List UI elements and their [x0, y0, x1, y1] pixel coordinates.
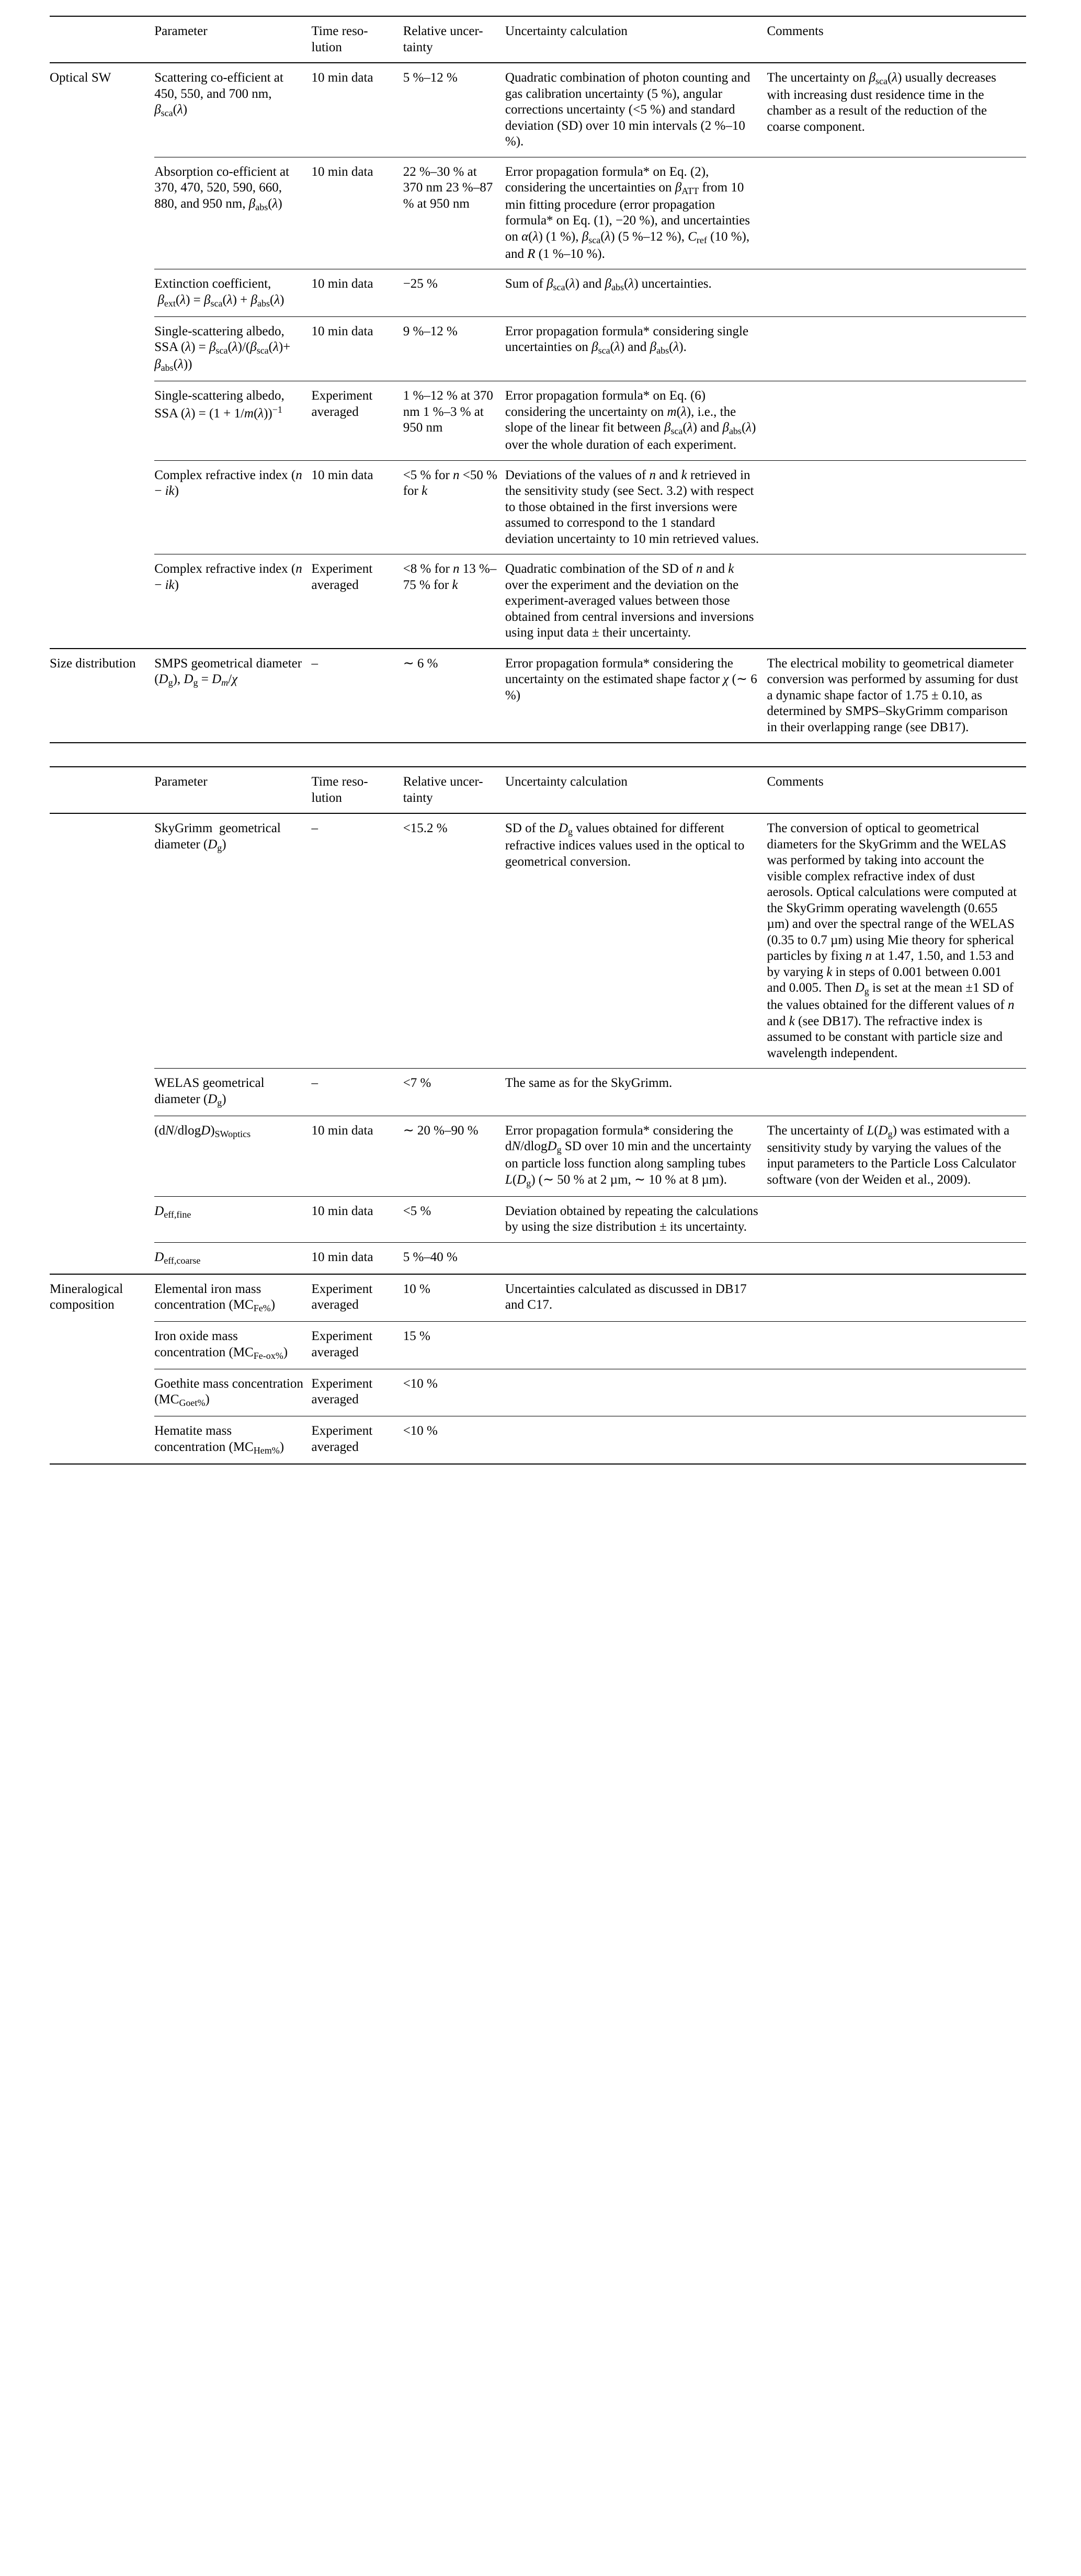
uncertainty-table-part1 — [50, 16, 1026, 743]
row-group-label — [50, 554, 154, 649]
cell-time-resolution: Experiment averaged — [312, 381, 403, 460]
cell-relative-uncertainty: <10 % — [403, 1369, 505, 1416]
cell-time-resolution: 10 min data — [312, 157, 403, 269]
header-time-resolution: Time reso- lution — [312, 16, 403, 63]
cell-parameter: Elemental iron mass concentration $(MC_{Fe\%})$ — [154, 1274, 311, 1322]
cell-comments: The uncertainty on $\beta_{sca}(\lambda)$ usually decreases with increasing dust residence time in the chamber as a result of the reduction of the coarse component. — [767, 63, 1026, 157]
cell-relative-uncertainty: 15 % — [403, 1322, 505, 1369]
cell-time-resolution: Experiment averaged — [312, 1369, 403, 1416]
cell-comments — [767, 157, 1026, 269]
cell-comments — [767, 460, 1026, 554]
cell-comments — [767, 1416, 1026, 1463]
cell-comments — [767, 316, 1026, 381]
cell-parameter: Single-scattering albedo, SSA $(\lambda) = \beta_{sca}(\lambda)/(\beta_{sca}(\lambda)+ \beta_{abs}(\lambda))$ — [154, 316, 311, 381]
table-row — [50, 1069, 1026, 1116]
header-parameter-2: Parameter — [154, 767, 311, 813]
header-comments-2: Comments — [767, 767, 1026, 813]
cell-time-resolution: 10 min data — [312, 269, 403, 316]
cell-uncertainty-calculation: Deviations of the values of n and k retrieved in the sensitivity study (see Sect. 3.2) with respect to those obtained in the first inversions were assumed to correspond to the 1 standard deviation uncertainty to 10 min retrieved values. — [505, 460, 767, 554]
table-row — [50, 1274, 1026, 1322]
cell-parameter: Iron oxide mass concentration $(MC_{Fe-ox\%})$ — [154, 1322, 311, 1369]
cell-relative-uncertainty: ∼ 6 % — [403, 649, 505, 743]
row-group-label — [50, 1369, 154, 1416]
table-header-row-2 — [50, 767, 1026, 813]
table-bottom-rule — [50, 1463, 1026, 1464]
cell-time-resolution: Experiment averaged — [312, 1274, 403, 1322]
cell-time-resolution: 10 min data — [312, 1242, 403, 1274]
cell-uncertainty-calculation — [505, 1242, 767, 1274]
cell-comments: The uncertainty of $L(D_g)$ was estimated with a sensitivity study by varying the values of the input parameters to the Particle Loss Calculator software (von der Weiden et al., 2009). — [767, 1116, 1026, 1196]
cell-relative-uncertainty: 9 %–12 % — [403, 316, 505, 381]
row-group-label — [50, 813, 154, 1068]
cell-comments — [767, 1322, 1026, 1369]
cell-time-resolution: – — [312, 649, 403, 743]
table-row — [50, 1116, 1026, 1196]
cell-uncertainty-calculation: SD of the $D_g$ values obtained for different refractive indices values used in the optical to geometrical conversion. — [505, 813, 767, 1068]
table-row — [50, 63, 1026, 157]
row-group-label — [50, 316, 154, 381]
row-group-label — [50, 381, 154, 460]
cell-parameter: Complex refractive index (n − ik) — [154, 554, 311, 649]
cell-uncertainty-calculation: Quadratic combination of photon counting and gas calibration uncertainty (5 %), angular corrections uncertainty (<5 %) and standard deviation (SD) over 10 min intervals (2 %–10 %). — [505, 63, 767, 157]
cell-parameter: Complex refractive index (n − ik) — [154, 460, 311, 554]
cell-time-resolution: 10 min data — [312, 1196, 403, 1242]
table-row — [50, 1416, 1026, 1463]
cell-comments: The conversion of optical to geometrical diameters for the SkyGrimm and the WELAS was performed by taking into account the visible complex refractive index of dust aerosols. Optical calculations were computed at the SkyGrimm operating wavelength (0.655 µm) and over the spectral range of the WELAS (0.35 to 0.7 µm) using Mie theory for spherical particles by fixing n at 1.47, 1.50, and 1.53 and by varying k in steps of 0.001 between 0.001 and 0.005. Then $D_g$ is set at the mean ±1 SD of the values obtained for the different values of n and k (see DB17). The refractive index is assumed to be constant with particle size and wavelength independent. — [767, 813, 1026, 1068]
row-group-label — [50, 157, 154, 269]
cell-uncertainty-calculation: Error propagation formula* on Eq. (6) considering the uncertainty on m(λ), i.e., the slope of the linear fit between $\beta_{sca}(\lambda)$ and $\beta_{abs}(\lambda)$ over the whole duration of each experiment. — [505, 381, 767, 460]
cell-comments — [767, 1274, 1026, 1322]
cell-uncertainty-calculation: Quadratic combination of the SD of n and k over the experiment and the deviation on the experiment-averaged values between those obtained from central inversions and inversions using input data ± their uncertainty. — [505, 554, 767, 649]
header-comments: Comments — [767, 16, 1026, 63]
cell-uncertainty-calculation: Uncertainties calculated as discussed in DB17 and C17. — [505, 1274, 767, 1322]
cell-uncertainty-calculation: Error propagation formula* considering single uncertainties on $\beta_{sca}(\lambda)$ and $\beta_{abs}(\lambda)$. — [505, 316, 767, 381]
cell-time-resolution: 10 min data — [312, 63, 403, 157]
cell-parameter: SMPS geometrical diameter $(D_g)$, $D_g = D_m/\chi$ — [154, 649, 311, 743]
header-relative-uncertainty: Relative uncer- tainty — [403, 16, 505, 63]
cell-parameter: Hematite mass concentration $(MC_{Hem\%})$ — [154, 1416, 311, 1463]
header-relative-uncertainty-2: Relative uncer- tainty — [403, 767, 505, 813]
row-group-label — [50, 1069, 154, 1116]
cell-comments — [767, 269, 1026, 316]
table-row — [50, 554, 1026, 649]
header-time-resolution-2: Time reso- lution — [312, 767, 403, 813]
row-group-label — [50, 1416, 154, 1463]
cell-relative-uncertainty: −25 % — [403, 269, 505, 316]
cell-uncertainty-calculation — [505, 1369, 767, 1416]
cell-time-resolution: 10 min data — [312, 1116, 403, 1196]
table-row — [50, 1369, 1026, 1416]
cell-parameter: Single-scattering albedo, SSA $(\lambda) = (1 + 1/m(\lambda))^{-1}$ — [154, 381, 311, 460]
cell-relative-uncertainty: 5 %–40 % — [403, 1242, 505, 1274]
cell-uncertainty-calculation: Error propagation formula* on Eq. (2), considering the uncertainties on $\beta_{ATT}$ from 10 min fitting procedure (error propagation formula* on Eq. (1), −20 %), and uncertainties on α(λ) (1 %), $\beta_{sca}(\lambda)$ (5 %–12 %), $C_{ref}$ (10 %), and R (1 %–10 %). — [505, 157, 767, 269]
table-row — [50, 1242, 1026, 1274]
header-parameter: Parameter — [154, 16, 311, 63]
cell-parameter: $D_{eff,coarse}$ — [154, 1242, 311, 1274]
row-group-label — [50, 460, 154, 554]
row-group-label — [50, 269, 154, 316]
cell-relative-uncertainty: <5 % — [403, 1196, 505, 1242]
table-header-row — [50, 16, 1026, 63]
cell-time-resolution: – — [312, 813, 403, 1068]
cell-time-resolution: Experiment averaged — [312, 554, 403, 649]
table-row — [50, 813, 1026, 1068]
cell-uncertainty-calculation — [505, 1416, 767, 1463]
table-row — [50, 649, 1026, 743]
cell-parameter: Absorption co-efficient at 370, 470, 520, 590, 660, 880, and 950 nm, $\beta_{abs}(\lambda)$ — [154, 157, 311, 269]
row-group-label — [50, 1116, 154, 1196]
cell-relative-uncertainty: 22 %–30 % at 370 nm 23 %–87 % at 950 nm — [403, 157, 505, 269]
cell-relative-uncertainty: 1 %–12 % at 370 nm 1 %–3 % at 950 nm — [403, 381, 505, 460]
cell-time-resolution: 10 min data — [312, 316, 403, 381]
table-row — [50, 316, 1026, 381]
cell-relative-uncertainty: <8 % for n 13 %–75 % for k — [403, 554, 505, 649]
cell-uncertainty-calculation: The same as for the SkyGrimm. — [505, 1069, 767, 1116]
table-row — [50, 1322, 1026, 1369]
cell-parameter: WELAS geometrical diameter $(D_g)$ — [154, 1069, 311, 1116]
row-group-label: Optical SW — [50, 63, 154, 157]
cell-relative-uncertainty: 5 %–12 % — [403, 63, 505, 157]
cell-time-resolution: Experiment averaged — [312, 1416, 403, 1463]
table-row — [50, 157, 1026, 269]
header-group-col-2 — [50, 767, 154, 813]
cell-time-resolution: – — [312, 1069, 403, 1116]
cell-time-resolution: 10 min data — [312, 460, 403, 554]
cell-time-resolution: Experiment averaged — [312, 1322, 403, 1369]
cell-comments — [767, 1069, 1026, 1116]
cell-uncertainty-calculation: Deviation obtained by repeating the calculations by using the size distribution ± its uncertainty. — [505, 1196, 767, 1242]
cell-comments — [767, 1242, 1026, 1274]
cell-parameter: Extinction coefficient, $\beta_{ext}(\lambda) = \beta_{sca}(\lambda) + \beta_{abs}(\lambda)$ — [154, 269, 311, 316]
cell-relative-uncertainty: <15.2 % — [403, 813, 505, 1068]
table-bottom-rule — [50, 742, 1026, 743]
cell-parameter: $D_{eff,fine}$ — [154, 1196, 311, 1242]
row-group-label — [50, 1322, 154, 1369]
cell-comments — [767, 1369, 1026, 1416]
cell-relative-uncertainty: <7 % — [403, 1069, 505, 1116]
table-row — [50, 269, 1026, 316]
cell-parameter: Goethite mass concentration $(MC_{Goet\%})$ — [154, 1369, 311, 1416]
cell-uncertainty-calculation — [505, 1322, 767, 1369]
cell-parameter: Scattering co-efficient at 450, 550, and 700 nm, $\beta_{sca}(\lambda)$ — [154, 63, 311, 157]
cell-uncertainty-calculation: Sum of $\beta_{sca}(\lambda)$ and $\beta_{abs}(\lambda)$ uncertainties. — [505, 269, 767, 316]
cell-relative-uncertainty: ∼ 20 %–90 % — [403, 1116, 505, 1196]
cell-uncertainty-calculation: Error propagation formula* considering the dN/dlogD$_g$ SD over 10 min and the uncertainty on particle loss function along sampling tubes $L(D_g)$ (∼ 50 % at 2 µm, ∼ 10 % at 8 µm). — [505, 1116, 767, 1196]
cell-relative-uncertainty: <5 % for n <50 % for k — [403, 460, 505, 554]
cell-relative-uncertainty: <10 % — [403, 1416, 505, 1463]
row-group-label: Size distribution — [50, 649, 154, 743]
table-row — [50, 1196, 1026, 1242]
header-group-col — [50, 16, 154, 63]
table-row — [50, 381, 1026, 460]
cell-relative-uncertainty: 10 % — [403, 1274, 505, 1322]
cell-uncertainty-calculation: Error propagation formula* considering the uncertainty on the estimated shape factor χ (∼ 6 %) — [505, 649, 767, 743]
cell-parameter: SkyGrimm geometrical diameter $(D_g)$ — [154, 813, 311, 1068]
row-group-label — [50, 1196, 154, 1242]
cell-comments — [767, 381, 1026, 460]
row-group-label: Mineralogical composition — [50, 1274, 154, 1322]
cell-parameter: $(dN/dlogD)_{SWoptics}$ — [154, 1116, 311, 1196]
table-row — [50, 460, 1026, 554]
row-group-label — [50, 1242, 154, 1274]
header-uncertainty-calculation-2: Uncertainty calculation — [505, 767, 767, 813]
cell-comments — [767, 554, 1026, 649]
uncertainty-table-part2 — [50, 766, 1026, 1464]
cell-comments — [767, 1196, 1026, 1242]
header-uncertainty-calculation: Uncertainty calculation — [505, 16, 767, 63]
cell-comments: The electrical mobility to geometrical diameter conversion was performed by assuming for dust a dynamic shape factor of 1.75 ± 0.10, as determined by SMPS–SkyGrimm comparison in their overlapping range (see DB17). — [767, 649, 1026, 743]
